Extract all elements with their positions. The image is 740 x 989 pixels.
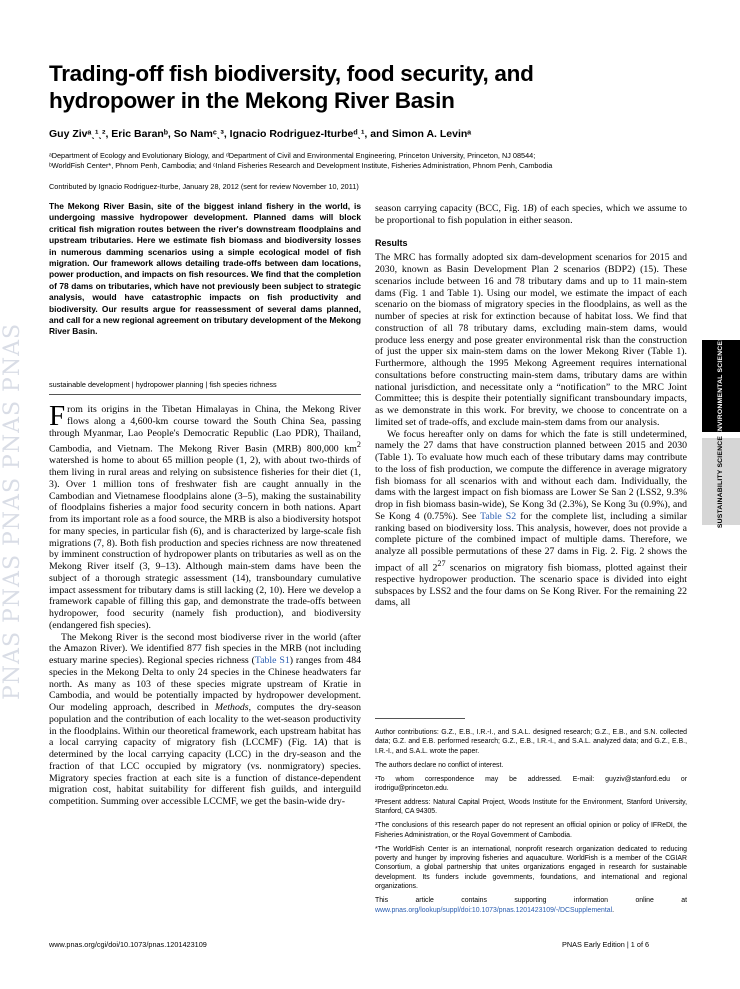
keywords: sustainable development | hydropower planning | fish species richness	[49, 380, 277, 389]
body-paragraph: The MRC has formally adopted six dam-development scenarios for 2015 and 2030, known as Basin Development Plan 2 scenarios (BDP2) (15). These scenarios include between 16 and 78 tributary dams and up to 11 main-stem dams (Fig. 1 and Table 1). Using our model, we estimate the impact of each scenario on the biomass of migratory species in the floodplains, as well as the number of species at risk for extinction because of habitat loss. We find that construction of all 78 tributary dams, excluding main-stem dams, would produce less energy and pose greater environmental risk than the construction of just the upper six main-stem dams on the lower Mekong River (Table 1). Furthermore, although the 1995 Mekong Agreement requires international consultations before constructing main-stem dams, tributary dams are within national jurisdiction, and necessitate only a “notification” to the MRC Joint Committee; this is despite their potentially significant transboundary impacts, as we demonstrate in this work. For brevity, we choose to concentrate on a limited set of trade-offs, and exclude main-stem dams from our analysis.	[375, 252, 687, 428]
article-title: Trading-off fish biodiversity, food security, and hydropower in the Mekong River Basin	[49, 61, 534, 113]
body-paragraph: We focus hereafter only on dams for which the fate is still undetermined, namely the 27 dams that have construction planned between 2015 and 2030 (Table 1). To evaluate how much each of these tributary dams may contribute to the loss of fish production, we compute the difference in average migratory fish biomass for all scenarios with and without each dam. Individually, the dams with the largest impact on fish biomass are Lower Se San 2 (LSS2, 9.3% drop in fish biomass basin-wide), Se Kong 3d (2.3%), Se Kong 3u (0.9%), and Se Kong 4 (0.75%). See Table S2 for the complete list, including a similar ranking based on biodiversity loss. This analysis, however, does not provide a complete picture of the combined impact of multiple dams. Therefore, we analyze all possible permutations of these 27 dams in Fig. 2. Fig. 2 shows the impact of all $2^{27}$ scenarios on migratory fish biomass, plotted against their respective hydropower production. The scenario space is divided into eight subspaces by LSS2 and the four dams on Se Kong River. For the remaining 22 dams, all	[375, 428, 687, 609]
supplemental-link[interactable]: www.pnas.org/lookup/suppl/doi:10.1073/pnas.1201423109/-/DCSupplemental	[375, 906, 613, 914]
table-s2-link[interactable]: Table S2	[480, 510, 517, 522]
body-column-right	[375, 203, 687, 609]
affiliations	[49, 151, 689, 171]
footnote: The authors declare no conflict of interest.	[375, 761, 504, 769]
footnote-divider	[375, 718, 465, 719]
body-paragraph: From its origins in the Tibetan Himalayas in China, the Mekong River flows along a 4,600-km course toward the South China Sea, passing through Myanmar, Lao People's Democratic Republic (Lao PDR), Thailand, Cambodia, and Vietnam. The Mekong River Basin (MRB) 800,000 $km^2$ watershed is home to about 65 million people (1, 2), with about two-thirds of them living in rural areas and relying on subsistence fisheries for their diet (1, 3). Over 1 million tons of freshwater fish are caught annually in the Cambodian and Vietnamese floodplains alone (3–5), making the sustainability of floodplains fisheries a major food security concern in both nations. Apart from its important role as a food source, the MRB is also a biodiversity hotspot for many species, in particular fish (6), and is characterized by large-scale fish migrations (7, 8). Both fish production and species richness are now threatened by imminent construction of hydropower plants on tributaries as well as on the Mekong River itself (3, 9–13). Although main-stem dams have been the subject of a thorough strategic assessment (14), transboundary cumulative impact assessment for tributary dams is still lacking (2, 10). Here we develop a framework capable of filling this gap, and demonstrate the trade-offs between hydropower, food security (namely fish production), and biodiversity (endangered fish species).	[49, 400, 361, 631]
section-tab-sustainability-label: SUSTAINABILITY SCIENCE	[717, 435, 725, 528]
contributed-line: Contributed by Ignacio Rodriguez-Iturbe, January 28, 2012 (sent for review November 10, 2011)	[49, 182, 359, 191]
section-tab-environmental-label: ENVIRONMENTAL SCIENCES	[717, 336, 725, 436]
footnote: Author contributions: G.Z., E.B., I.R.-I., and S.A.L. designed research; G.Z., E.B., and S.N. collected data; G.Z. and E.B. performed research; G.Z., E.B., I.R.-I., and S.A.L. analyzed data; and G.Z., E.B., I.R.-I., and S.A.L. wrote the paper.	[375, 729, 687, 755]
footer-doi[interactable]: www.pnas.org/cgi/doi/10.1073/pnas.1201423109	[49, 940, 207, 949]
footnote: ¹To whom correspondence may be addressed. E-mail: guyziv@stanford.edu or irodrigu@princeton.edu.	[375, 775, 687, 793]
body-column-left	[49, 400, 361, 808]
affiliation-line: ᵃDepartment of Ecology and Evolutionary Biology, and ᵈDepartment of Civil and Environmental Engineering, Princeton University, Princeton, NJ 08544;	[49, 151, 536, 160]
section-heading-results: Results	[375, 237, 408, 248]
section-tab-sustainability	[702, 435, 740, 528]
drop-cap: F	[49, 400, 66, 432]
journal-sidebar-text: PNAS PNAS PNAS PNAS PNAS	[0, 322, 25, 700]
section-tab-environmental	[702, 336, 740, 436]
author-list: Guy Zivᵃˎ¹ˎ², Eric Baranᵇ, So Namᶜˎ³, Ignacio Rodriguez-Iturbeᵈˎ¹, and Simon A. Levinᵃ	[49, 128, 472, 140]
footer-edition: PNAS Early Edition | 1 of 6	[562, 940, 650, 949]
body-paragraph: season carrying capacity (BCC, Fig. 1B) of each species, which we assume to be proportional to fish population in either season.	[375, 203, 688, 226]
footnote: ²Present address: Natural Capital Project, Woods Institute for the Environment, Stanford University, Stanford, CA 94305.	[375, 798, 687, 816]
affiliation-line: ᵇWorldFish Center*, Phnom Penh, Cambodia; and ᶜInland Fisheries Research and Development Institute, Fisheries Administration, Phnom Penh, Cambodia	[49, 161, 553, 170]
abstract: The Mekong River Basin, site of the biggest inland fishery in the world, is undergoing massive hydropower development. Planned dams will block critical fish migration routes between the river's downstream floodplains and upstream tributaries. Here we estimate fish biomass and biodiversity losses in numerous damming scenarios using a simple ecological model of fish migration. Our framework allows detailing trade-offs between dam locations, power production, and impacts on fish resources. We find that the completion of 78 dams on tributaries, which have not previously been subject to strategic analysis, would have catastrophic impacts on fish productivity and biodiversity. Our results argue for reassessment of several dams planned, and call for a new regional agreement on tributary development of the Mekong River Basin.	[49, 201, 361, 337]
divider	[49, 394, 361, 395]
table-s1-link[interactable]: Table S1	[254, 655, 290, 667]
footnotes	[375, 728, 687, 919]
footnote: This article contains supporting information online at www.pnas.org/lookup/suppl/doi:10.1073/pnas.1201423109/-/DCSupplemental.	[375, 897, 687, 914]
footnote: *The WorldFish Center is an international, nonprofit research organization dedicated to reducing poverty and hunger by improving fisheries and aquaculture. WorldFish is a member of the CGIAR Consortium, a global partnership that unites organizations engaged in research for sustainable development. Its funders include governments, foundations, and international and regional organizations.	[375, 845, 687, 891]
journal-sidebar	[0, 0, 26, 989]
footnote: ³The conclusions of this research paper do not represent an official opinion or policy of IFReDI, the Fisheries Administration, or the Royal Government of Cambodia.	[375, 822, 687, 839]
body-paragraph: The Mekong River is the second most biodiverse river in the world (after the Amazon River). We identified 877 fish species in the MRB (not including estuary marine species). Regional species richness (Table S1) ranges from 484 species in the Mekong Delta to only 24 species in the Chinese headwaters far north. As many as 103 of these species migrate upstream of Kratie in Cambodia, and would be potentially impacted by hydropower development. Our modeling approach, described in Methods, computes the dry-season population and the contribution of each locality to the wet-season productivity in the floodplains. Within our theoretical framework, each upstream habitat has a local carrying capacity of migratory fish (LCCMF) (Fig. 1A) that is determined by the local carrying capacity (LCC) in the dry-season and the fraction of that LCC occupied by migratory (vs. nonmigratory) species. Migratory species fraction at each site is a function of distance-dependent migration cost, habitat suitability for different fish guilds, and interguild competition. Summing over accessible LCCMF, we get the basin-wide dry-	[49, 631, 361, 808]
